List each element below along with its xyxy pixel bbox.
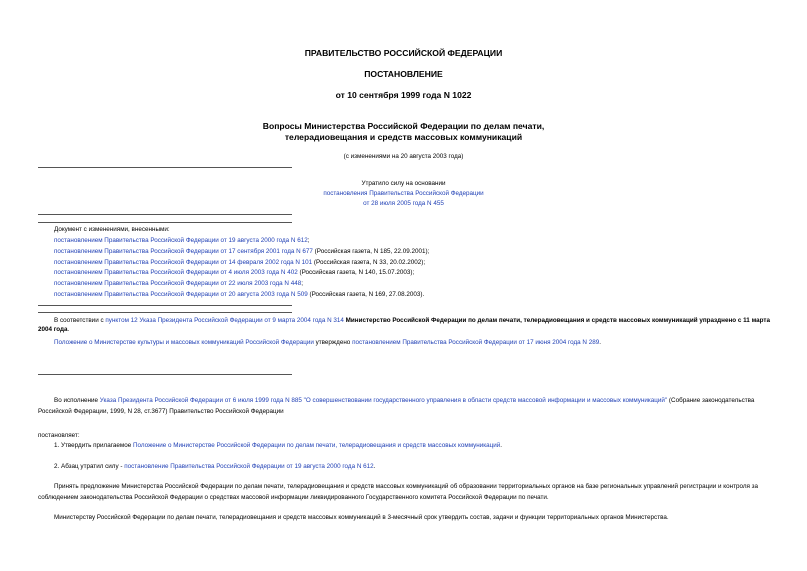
amendment-item: постановлением Правительства Российской Федерации от 4 июля 2003 года N 402 (Российская газета, N 140, 15.07.2003); [54,269,415,276]
ministry-regulation-link[interactable]: Положение о Министерстве Российской Федерации по делам печати, телерадиовещания и средств массовых коммуникаций [132,442,501,449]
void-notice-line1: Утратило силу на основании [361,180,446,187]
document-title-line1: Вопросы Министерства Российской Федерации по делам печати, [262,121,545,131]
paragraph-3: Принять предложение Министерства Российской Федерации по делам печати, телерадиовещания и средств массовых коммуникаций об образовании территориальных органов на базе региональных управлений регистрации и контроля за соблюдением законодательства Российской Федерации о средствах массовой информации ликвидированного Государственного комитета Российской Федерации по печати. [38,483,759,501]
divider [38,214,292,215]
amendments-intro: Документ с изменениями, внесенными: [54,226,170,233]
divider [38,312,292,313]
amendment-link[interactable]: постановлением Правительства Российской Федерации от 20 августа 2003 года N 509 [54,291,308,298]
amendment-item: постановлением Правительства Российской Федерации от 14 февраля 2002 года N 101 (Российская газета, N 33, 20.02.2002); [54,259,426,266]
amendment-link[interactable]: постановлением Правительства Российской Федерации от 4 июля 2003 года N 402 [54,269,298,276]
regulation-notice: Положение о Министерстве культуры и массовых коммуникаций Российской Федерации утверждено постановлением Правительства Российской Федерации от 17 июня 2004 года N 289. [54,339,601,346]
resolves-label: постановляет: [38,432,80,439]
amendment-link[interactable]: постановлением Правительства Российской Федерации от 19 августа 2000 года N 612 [54,237,308,244]
divider [38,167,292,168]
resolution-289-link[interactable]: постановлением Правительства Российской Федерации от 17 июня 2004 года N 289 [352,339,600,346]
amendment-item: постановлением Правительства Российской Федерации от 19 августа 2000 года N 612; [54,237,310,244]
changes-note: (с изменениями на 20 августа 2003 года) [343,153,464,160]
regulation-link[interactable]: Положение о Министерстве культуры и массовых коммуникаций Российской Федерации [54,339,314,346]
resolution-612-link[interactable]: постановление Правительства Российской Федерации от 19 августа 2000 года N 612 [124,463,374,470]
decree-885-link[interactable]: Указа Президента Российской Федерации от 6 июля 1999 года N 885 "О совершенствовании государственного управления в области средств массовой информации и массовых коммуникаций" [99,397,668,404]
amendment-link[interactable]: постановлением Правительства Российской Федерации от 22 июля 2003 года N 448 [54,280,302,287]
divider [38,222,292,223]
decree-314-link[interactable]: пунктом 12 Указа Президента Российской Федерации от 9 марта 2004 года N 314 [105,317,344,324]
document-type: ПОСТАНОВЛЕНИЕ [364,69,443,79]
divider [38,305,292,306]
preamble: Во исполнение Указа Президента Российской Федерации от 6 июля 1999 года N 885 "О совершенствовании государственного управления в области средств массовой информации и массовых коммуникаций" (Собрание законодательства Российской Федерации, 1999, N 28, ст.3677) Правительство Российской Федерации [38,397,755,415]
abolition-notice: В соответствии с пунктом 12 Указа Президента Российской Федерации от 9 марта 2004 года N 314 Министерство Российской Федерации по делам печати, телерадиовещания и средств массовых коммуникаций упразднено с 11 марта 2004 года. [38,317,770,334]
void-notice-link[interactable]: постановления Правительства Российской Федерации [323,190,484,197]
item-1: 1. Утвердить прилагаемое Положение о Министерстве Российской Федерации по делам печати, телерадиовещания и средств массовых коммуникаций. [54,442,503,449]
government-name: ПРАВИТЕЛЬСТВО РОССИЙСКОЙ ФЕДЕРАЦИИ [304,48,503,58]
amendment-item: постановлением Правительства Российской Федерации от 17 сентября 2001 года N 677 (Российская газета, N 185, 22.09.2001); [54,248,430,255]
item-2: 2. Абзац утратил силу - постановление Правительства Российской Федерации от 19 августа 2000 года N 612. [54,463,376,470]
amendment-link[interactable]: постановлением Правительства Российской Федерации от 17 сентября 2001 года N 677 [54,248,313,255]
void-notice-date-link[interactable]: от 28 июля 2005 года N 455 [363,200,444,207]
paragraph-4: Министерству Российской Федерации по делам печати, телерадиовещания и средств массовых коммуникаций в 3-месячный срок утвердить состав, задачи и функции территориальных органов Министерства. [54,514,669,521]
document-title-line2: телерадиовещания и средств массовых коммуникаций [284,132,523,142]
amendment-link[interactable]: постановлением Правительства Российской Федерации от 14 февраля 2002 года N 101 [54,259,313,266]
divider [38,374,292,375]
amendment-item: постановлением Правительства Российской Федерации от 20 августа 2003 года N 509 (Российская газета, N 169, 27.08.2003). [54,291,425,298]
amendment-item: постановлением Правительства Российской Федерации от 22 июля 2003 года N 448; [54,280,303,287]
document-date: от 10 сентября 1999 года N 1022 [335,90,472,100]
